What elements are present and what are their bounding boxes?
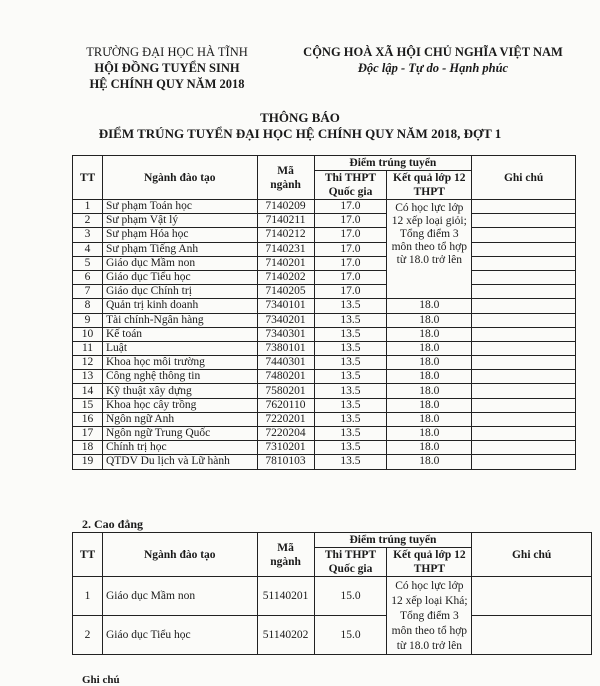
col-tt: TT: [73, 156, 103, 200]
col-note: Ghi chú: [472, 533, 592, 577]
row-code: 7580201: [257, 384, 314, 398]
row-result-requirement: Có học lực lớp 12 xếp loại Khá; Tổng điểm 3 môn theo tổ hợp từ 18.0 trở lên: [387, 577, 472, 655]
table-row: [73, 242, 576, 256]
table-row: [73, 412, 576, 426]
row-program: Kế toán: [102, 327, 257, 341]
row-program: Công nghệ thông tin: [102, 370, 257, 384]
row-tt: 1: [73, 577, 103, 616]
row-code: 7140231: [257, 242, 314, 256]
row-tt: 9: [73, 313, 103, 327]
row-tt: 2: [73, 214, 103, 228]
row-tt: 17: [73, 427, 103, 441]
row-program: Kỹ thuật xây dựng: [102, 384, 257, 398]
table-row: [73, 214, 576, 228]
national-title: CỘNG HOÀ XÃ HỘI CHỦ NGHĨA VIỆT NAM: [303, 45, 563, 59]
row-tt: 4: [73, 242, 103, 256]
col-thpt: Thi THPT Quốc gia: [314, 171, 387, 200]
row-program: Quản trị kinh doanh: [102, 299, 257, 313]
row-result-score: 18.0: [387, 370, 472, 384]
college-table: [72, 532, 592, 655]
row-program: Giáo dục Tiểu học: [102, 270, 257, 284]
row-thpt-score: 13.5: [314, 341, 387, 355]
row-tt: 19: [73, 455, 103, 469]
row-thpt-score: 17.0: [314, 256, 387, 270]
row-program: Sư phạm Hóa học: [102, 228, 257, 242]
row-tt: 3: [73, 228, 103, 242]
row-note: [472, 200, 576, 214]
table-row: [73, 256, 576, 270]
row-program: Giáo dục Mầm non: [102, 256, 257, 270]
row-code: 7220201: [257, 412, 314, 426]
row-note: [472, 412, 576, 426]
row-code: 7810103: [257, 455, 314, 469]
row-result-score: 18.0: [387, 356, 472, 370]
row-note: [472, 313, 576, 327]
row-result-score: 18.0: [387, 455, 472, 469]
table-row: [73, 370, 576, 384]
row-program: Sư phạm Toán học: [102, 200, 257, 214]
row-thpt-score: 13.5: [314, 427, 387, 441]
row-code: 7220204: [257, 427, 314, 441]
row-tt: 5: [73, 256, 103, 270]
table-row: [73, 356, 576, 370]
row-program: Ngôn ngữ Anh: [102, 412, 257, 426]
table-row: [73, 427, 576, 441]
col-program: Ngành đào tạo: [102, 533, 257, 577]
issuer-block: [62, 44, 272, 92]
table-row: [73, 384, 576, 398]
row-note: [472, 455, 576, 469]
row-thpt-score: 13.5: [314, 356, 387, 370]
row-note: [472, 577, 592, 616]
row-tt: 7: [73, 285, 103, 299]
row-result-score: 18.0: [387, 427, 472, 441]
row-result-score: 18.0: [387, 299, 472, 313]
row-program: Luật: [102, 341, 257, 355]
row-tt: 14: [73, 384, 103, 398]
row-note: [472, 242, 576, 256]
row-tt: 15: [73, 398, 103, 412]
row-thpt-score: 15.0: [314, 616, 387, 655]
row-result-score: 18.0: [387, 441, 472, 455]
doc-title: THÔNG BÁO: [260, 110, 340, 125]
row-thpt-score: 13.5: [314, 441, 387, 455]
table-row: [73, 313, 576, 327]
row-code: 7340301: [257, 327, 314, 341]
table-row: [73, 455, 576, 469]
row-note: [472, 327, 576, 341]
row-tt: 11: [73, 341, 103, 355]
row-program: Chính trị học: [102, 441, 257, 455]
table-row: [73, 200, 576, 214]
row-program: Khoa học cây trồng: [102, 398, 257, 412]
row-note: [472, 441, 576, 455]
row-program: Giáo dục Mầm non: [102, 577, 257, 616]
row-thpt-score: 17.0: [314, 228, 387, 242]
row-code: 7480201: [257, 370, 314, 384]
row-thpt-score: 13.5: [314, 299, 387, 313]
row-note: [472, 398, 576, 412]
row-thpt-score: 17.0: [314, 270, 387, 284]
table-row: [73, 285, 576, 299]
row-tt: 16: [73, 412, 103, 426]
row-code: 7140211: [257, 214, 314, 228]
table-row: [73, 270, 576, 284]
row-program: Giáo dục Chính trị: [102, 285, 257, 299]
row-note: [472, 341, 576, 355]
row-program: QTDV Du lịch và Lữ hành: [102, 455, 257, 469]
row-note: [472, 228, 576, 242]
row-thpt-score: 15.0: [314, 577, 387, 616]
row-note: [472, 427, 576, 441]
col-note: Ghi chú: [472, 156, 576, 200]
program-year: HỆ CHÍNH QUY NĂM 2018: [89, 77, 245, 91]
row-thpt-score: 17.0: [314, 214, 387, 228]
row-result-score: 18.0: [387, 398, 472, 412]
row-code: 7440301: [257, 356, 314, 370]
row-code: 7340201: [257, 313, 314, 327]
row-code: 51140202: [257, 616, 314, 655]
row-thpt-score: 13.5: [314, 455, 387, 469]
row-result-requirement: Có học lực lớp 12 xếp loại giỏi; Tổng điểm 3 môn theo tổ hợp từ 18.0 trở lên: [387, 200, 472, 299]
col-code: Mã ngành: [257, 533, 314, 577]
row-result-score: 18.0: [387, 384, 472, 398]
row-tt: 13: [73, 370, 103, 384]
row-note: [472, 214, 576, 228]
col-cutoff: Điểm trúng tuyển: [314, 533, 472, 548]
col-result: Kết quả lớp 12 THPT: [387, 548, 472, 577]
row-thpt-score: 17.0: [314, 200, 387, 214]
row-result-score: 18.0: [387, 327, 472, 341]
row-note: [472, 370, 576, 384]
row-note: [472, 356, 576, 370]
row-note: [472, 256, 576, 270]
row-code: 7140212: [257, 228, 314, 242]
council-name: HỘI ĐỒNG TUYỂN SINH: [94, 61, 240, 75]
row-program: Giáo dục Tiểu học: [102, 616, 257, 655]
row-result-score: 18.0: [387, 341, 472, 355]
university-name: TRƯỜNG ĐẠI HỌC HÀ TĨNH: [86, 45, 248, 59]
row-program: Khoa học môi trường: [102, 356, 257, 370]
table-row: [73, 228, 576, 242]
row-result-score: 18.0: [387, 313, 472, 327]
row-note: [472, 384, 576, 398]
row-thpt-score: 13.5: [314, 370, 387, 384]
row-code: 7620110: [257, 398, 314, 412]
row-tt: 10: [73, 327, 103, 341]
row-thpt-score: 17.0: [314, 242, 387, 256]
row-thpt-score: 13.5: [314, 313, 387, 327]
row-tt: 6: [73, 270, 103, 284]
row-tt: 2: [73, 616, 103, 655]
row-code: 7340101: [257, 299, 314, 313]
row-thpt-score: 13.5: [314, 398, 387, 412]
national-header: [283, 44, 583, 76]
row-result-score: 18.0: [387, 412, 472, 426]
col-thpt: Thi THPT Quốc gia: [314, 548, 387, 577]
row-thpt-score: 17.0: [314, 285, 387, 299]
row-code: 7140209: [257, 200, 314, 214]
section-college-title: 2. Cao đẳng: [82, 517, 144, 531]
row-program: Sư phạm Tiếng Anh: [102, 242, 257, 256]
col-code: Mã ngành: [257, 156, 314, 200]
table-row: [73, 577, 592, 616]
table-row: [73, 327, 576, 341]
row-tt: 12: [73, 356, 103, 370]
col-program: Ngành đào tạo: [102, 156, 257, 200]
row-program: Tài chính-Ngân hàng: [102, 313, 257, 327]
row-note: [472, 285, 576, 299]
row-thpt-score: 13.5: [314, 412, 387, 426]
row-thpt-score: 13.5: [314, 384, 387, 398]
row-code: 7140201: [257, 256, 314, 270]
row-code: 7140202: [257, 270, 314, 284]
row-tt: 8: [73, 299, 103, 313]
row-code: 51140201: [257, 577, 314, 616]
doc-subtitle: ĐIỂM TRÚNG TUYỂN ĐẠI HỌC HỆ CHÍNH QUY NĂM 2018, ĐỢT 1: [98, 126, 502, 141]
row-thpt-score: 13.5: [314, 327, 387, 341]
row-note: [472, 270, 576, 284]
row-tt: 18: [73, 441, 103, 455]
row-tt: 1: [73, 200, 103, 214]
col-result: Kết quả lớp 12 THPT: [387, 171, 472, 200]
col-cutoff: Điểm trúng tuyển: [314, 156, 472, 171]
row-note: [472, 616, 592, 655]
row-note: [472, 299, 576, 313]
row-program: Ngôn ngữ Trung Quốc: [102, 427, 257, 441]
col-tt: TT: [73, 533, 103, 577]
university-table: [72, 155, 576, 470]
row-code: 7140205: [257, 285, 314, 299]
table-row: [73, 341, 576, 355]
row-code: 7380101: [257, 341, 314, 355]
footer-note: Ghi chú: [82, 674, 120, 686]
national-motto: Độc lập - Tự do - Hạnh phúc: [357, 61, 509, 75]
table-row: [73, 299, 576, 313]
table-row: [73, 441, 576, 455]
row-program: Sư phạm Vật lý: [102, 214, 257, 228]
table-row: [73, 616, 592, 655]
row-code: 7310201: [257, 441, 314, 455]
table-row: [73, 398, 576, 412]
